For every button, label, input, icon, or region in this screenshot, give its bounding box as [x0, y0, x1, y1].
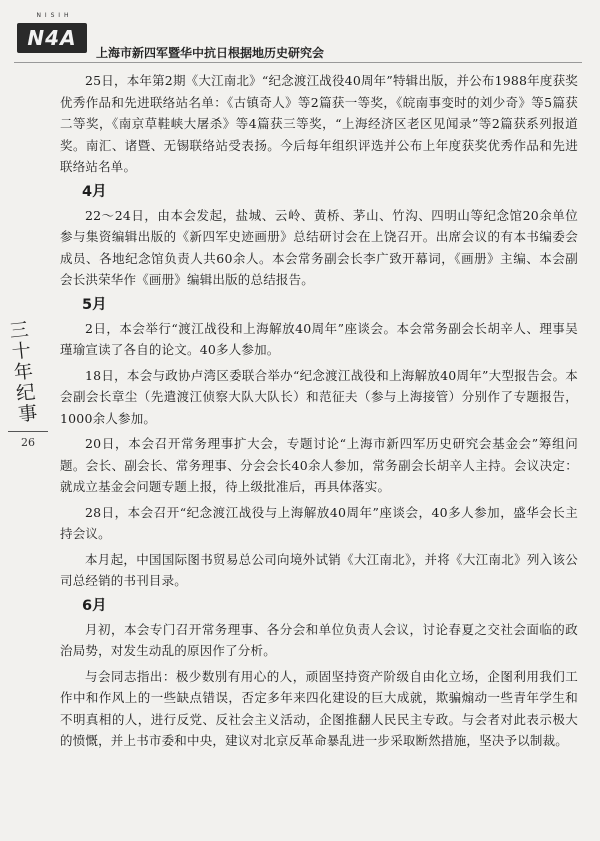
paragraph-may-20: 20日，本会召开常务理事扩大会，专题讨论“上海市新四军历史研究会基金会”筹组问题。会长、副会长、常务理事、分会会长40余人参加，常务副会长胡辛人主持。会议决定：就成立基金会问题专题上报，待上级批准后，再具体落实。 [60, 436, 578, 494]
page-number: 26 [21, 436, 35, 449]
header-title: 上海市新四军暨华中抗日根据地历史研究会 [96, 46, 325, 60]
side-margin-mark [8, 320, 52, 449]
n4a-logo [14, 12, 92, 60]
body-content [60, 70, 578, 753]
month-heading-june: 6月 [82, 597, 107, 614]
paragraph-may-28: 28日，本会召开“纪念渡江战役与上海解放40周年”座谈会，40多人参加，盛华会长主持会议。 [60, 504, 578, 541]
paragraph-march-25: 25日，本年第2期《大江南北》“纪念渡江战役40周年”特辑出版，并公布1988年度获奖优秀作品和先进联络站名单：《古镇奇人》等2篇获一等奖，《皖南事变时的刘少奇》等5篇获二等奖，《南京草鞋峡大屠杀》等4篇获三等奖，“上海经济区老区见闻录”等2篇获系列报道奖。南汇、诸暨、无锡联络站受表扬。今后每年组织评选并公布上年度获奖优秀作品和先进联络站名单。 [60, 73, 578, 174]
paragraph-april-22: 22～24日，由本会发起，盐城、云岭、黄桥、茅山、竹沟、四明山等纪念馆20余单位参与集资编辑出版的《新四军史迹画册》总结研讨会在上饶召开。出席会议的有本书编委会成员、各地纪念馆负责人共60余人。本会常务副会长李广致开幕词，《画册》主编、本会副会长洪荣华作《画册》编辑出版的总结报告。 [60, 207, 578, 287]
paragraph-june-early: 月初，本会专门召开常务理事、各分会和单位负责人会议，讨论春夏之交社会面临的政治局势，对发生动乱的原因作了分析。 [60, 621, 578, 658]
month-heading-april: 4月 [82, 183, 107, 200]
logo-subtext: N I S I H [36, 12, 70, 19]
side-divider [8, 431, 48, 432]
page-header [14, 12, 334, 60]
paragraph-june-statement: 与会同志指出：极少数別有用心的人，顽固坚持资产阶级自由化立场，企图利用我们工作中和作风上的一些缺点错误，否定多年来四化建设的巨大成就，欺骗煽动一些青年学生和不明真相的人，进行反党、反社会主义活动，企图推翻人民民主专政。与会者对此表示极大的愤慨，并上书市委和中央，建议对北京反革命暴乱进一步采取断然措施，坚决予以制裁。 [60, 668, 578, 748]
paragraph-may-month: 本月起，中国国际图书贸易总公司向境外试销《大江南北》，并将《大江南北》列入该公司总经销的书刊目录。 [60, 551, 578, 588]
calligraphy-title: 三十年纪事 [8, 318, 39, 426]
logo-badge [17, 23, 87, 53]
paragraph-may-18: 18日，本会与政协卢湾区委联合举办“纪念渡江战役和上海解放40周年”大型报告会。本会副会长章尘（先遣渡江侦察大队大队长）和范征夫（参与上海接管）分别作了专题报告，1000余人参加。 [60, 367, 578, 426]
month-heading-may: 5月 [82, 296, 107, 313]
paragraph-may-2: 2日，本会举行“渡江战役和上海解放40周年”座谈会。本会常务副会长胡辛人、理事吴瑾瑜宣读了各自的论文。40多人参加。 [60, 320, 578, 357]
logo-text: N4A [27, 26, 77, 50]
header-divider [14, 62, 582, 63]
